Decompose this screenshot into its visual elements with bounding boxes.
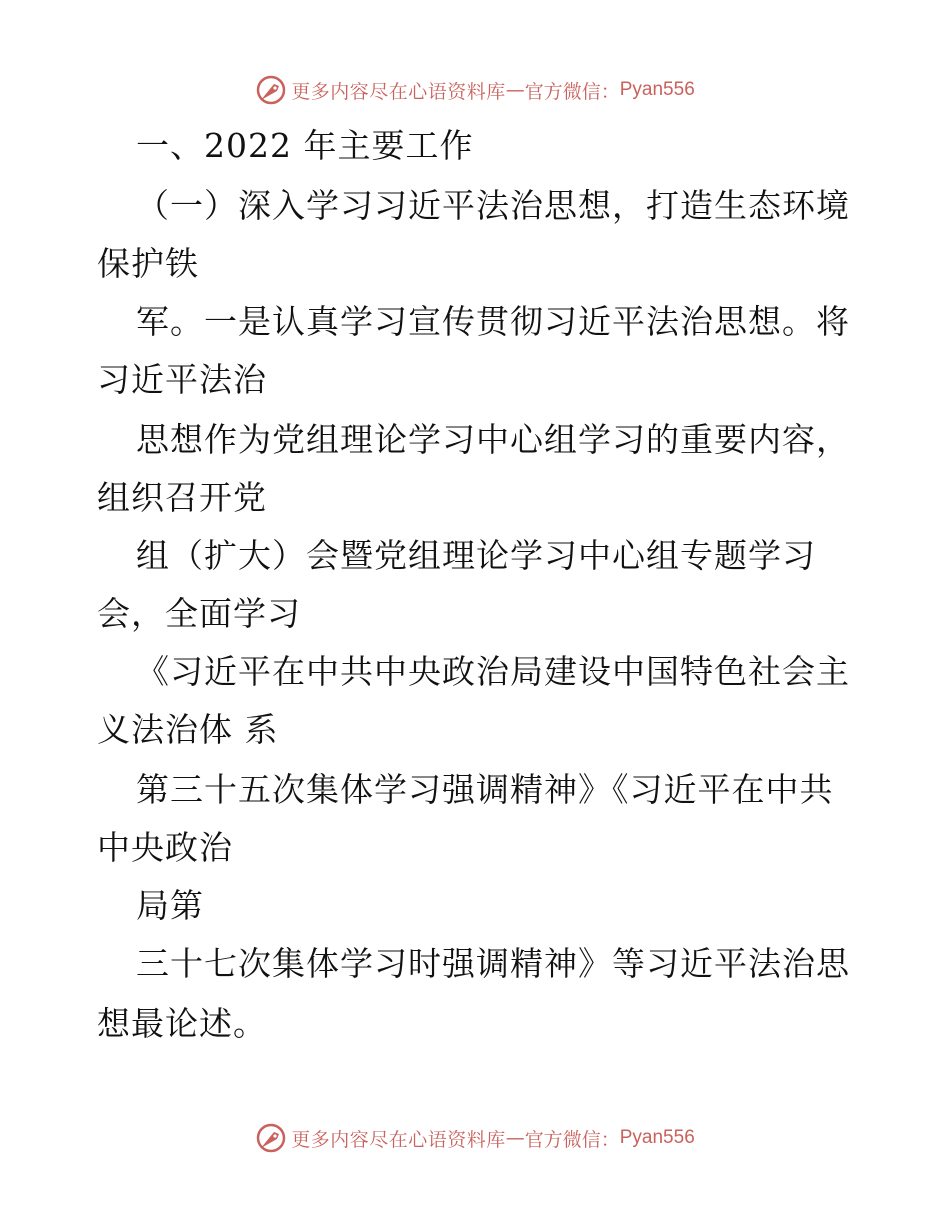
header-watermark [0, 70, 950, 110]
text-line: 局第 [136, 886, 204, 925]
text-line: 《习近平在中共中央政治局建设中国特色社会主 [136, 652, 850, 691]
watermark-account-id: Pyan556 [619, 1127, 695, 1148]
text-line: 组织召开党 [97, 478, 267, 517]
text-line: 义法治体 系 [97, 710, 279, 749]
text-line: 三十七次集体学习时强调精神》等习近平法治思 [136, 944, 850, 983]
pen-nib-logo-icon [255, 74, 287, 106]
watermark-slogan: 更多内容尽在心语资料库 [291, 1128, 506, 1151]
text-line: 想最论述。 [97, 1004, 267, 1043]
watermark-account-id: Pyan556 [619, 79, 695, 100]
text-line: 中央政治 [97, 828, 233, 867]
watermark-dash: — [505, 1127, 525, 1149]
watermark-slogan: 更多内容尽在心语资料库 [291, 80, 506, 103]
watermark-dash: — [505, 79, 525, 101]
text-line: 习近平法治 [97, 360, 267, 399]
text-line: 思想作为党组理论学习中心组学习的重要内容， [136, 420, 850, 459]
text-line: 第三十五次集体学习强调精神》《习近平在中共 [136, 770, 834, 809]
text-line: 保护铁 [97, 244, 199, 283]
footer-watermark [0, 1118, 950, 1158]
text-line: （一）深入学习习近平法治思想，打造生态环境 [136, 186, 850, 225]
text-line: 会，全面学习 [97, 594, 301, 633]
text-line: 组（扩大）会暨党组理论学习中心组专题学习 [136, 536, 816, 575]
watermark-account-label: 官方微信： [524, 1128, 620, 1151]
pen-nib-logo-icon [255, 1122, 287, 1154]
text-line: 军。一是认真学习宣传贯彻习近平法治思想。将 [136, 302, 850, 341]
section-heading: 一、2022 年主要工作 [136, 126, 474, 165]
watermark-account-label: 官方微信： [524, 80, 620, 103]
